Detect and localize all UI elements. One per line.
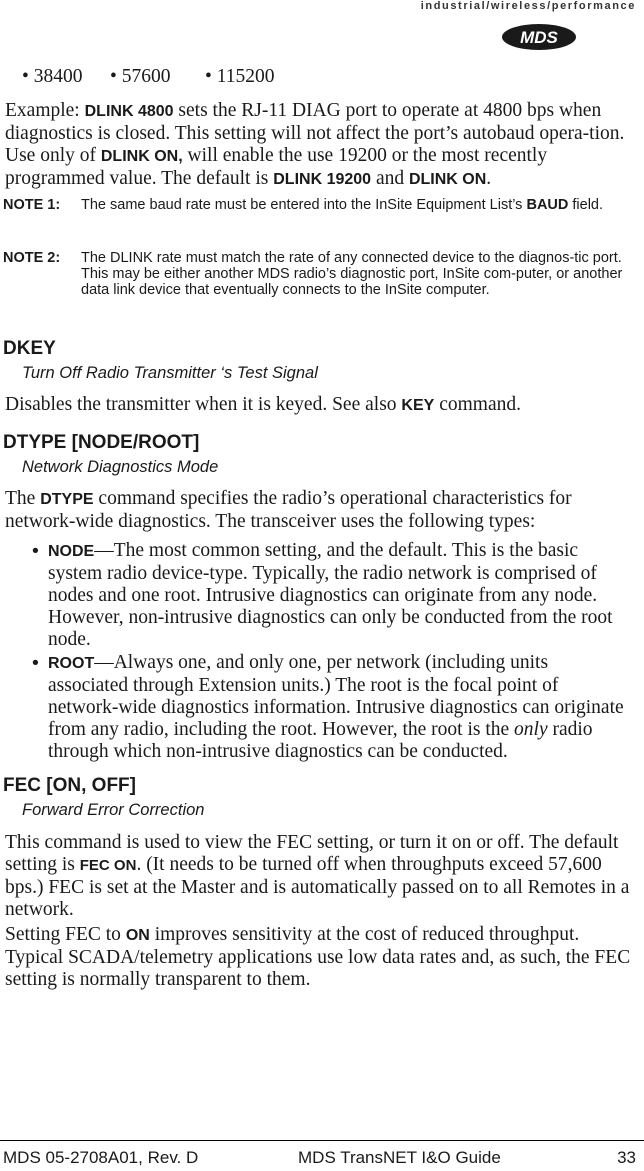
section-subheading-dkey: Turn Off Radio Transmitter ‘s Test Signal: [22, 364, 318, 382]
baud-rate-item: • 115200: [205, 66, 275, 87]
note-text: field.: [568, 197, 604, 213]
list-item-text: radio through which non-intrusive diagnostics can be conducted.: [48, 719, 593, 762]
mds-logo: [500, 22, 578, 52]
command-key: KEY: [401, 397, 435, 414]
command-on: ON: [125, 927, 150, 944]
command-dlink-on: DLINK ON,: [100, 148, 183, 165]
command-dtype: DTYPE: [40, 491, 94, 508]
paragraph-text: improves sensitivity at the cost of reduced throughput. Typical SCADA/telemetry applications use low data rates and, as such, the FEC setting is normally transparent to them.: [5, 924, 631, 990]
footer-divider: [0, 1140, 644, 1141]
paragraph-text: This command is used to view the FEC setting, or turn it on or off. The default setting is: [5, 832, 619, 875]
section-subheading-dtype: Network Diagnostics Mode: [22, 458, 219, 476]
baud-rate-list: [22, 66, 274, 88]
list-item-root: [32, 652, 632, 763]
bullet-icon: •: [32, 540, 39, 562]
paragraph-text: command.: [434, 394, 521, 415]
baud-rate-item: • 57600: [110, 66, 171, 87]
logo-text: MDS: [520, 28, 558, 47]
note-text: The same baud rate must be entered into the InSite Equipment List’s: [81, 197, 527, 213]
page-number: 33: [617, 1148, 636, 1167]
list-item-text: —The most common setting, and the default. This is the basic system radio device-type. Typically, the radio network is comprised of nodes and one root. Intrusive diagnostics can originate from any node. However, non-intrusive diagnostics can only be conducted from the root node.: [48, 540, 613, 650]
document-number: MDS 05-2708A01, Rev. D: [3, 1148, 199, 1167]
paragraph-text: . (It needs to be turned off when throughputs exceed 57,600 bps.) FEC is set at the Master and is automatically passed on to all Remotes in a network.: [5, 854, 630, 920]
fec-paragraph-2: [5, 924, 635, 991]
section-heading-fec: FEC [ON, OFF]: [3, 775, 136, 796]
list-item-text: —Always one, and only one, per network (including units associated through Extension units.) The root is the focal point of network-wide diagnostics information. Intrusive diagnostics can originate from any radio, including the root. However, the root is the: [48, 652, 624, 740]
term-root: ROOT: [48, 655, 95, 672]
note-label: NOTE 1:: [3, 197, 61, 213]
baud-rate-item: • 38400: [22, 66, 83, 87]
paragraph-text: command specifies the radio’s operational characteristics for network-wide diagnostics. The transceiver uses the following types:: [5, 488, 572, 532]
command-dlink-on: DLINK ON: [408, 171, 487, 188]
note-1: [3, 197, 635, 213]
list-item-node: [32, 540, 632, 651]
example-text: sets the RJ-11 DIAG port to operate at 4800 bps when diagnostics is closed. This setting will not affect the port’s autobaud opera-tion. Use only of: [5, 100, 625, 166]
example-text: Example:: [5, 100, 85, 121]
command-dlink-19200: DLINK 19200: [273, 171, 372, 188]
paragraph-text: Setting FEC to: [5, 924, 126, 945]
note-2: [3, 250, 635, 298]
paragraph-text: Disables the transmitter when it is keyed. See also: [5, 394, 402, 415]
bullet-icon: •: [32, 652, 39, 674]
command-fec-on: FEC ON: [79, 857, 137, 874]
example-paragraph: [5, 100, 635, 191]
note-text: The DLINK rate must match the rate of any connected device to the diagnos-tic port. This may be either another MDS radio’s diagnostic port, InSite com-puter, or another data link device that eventually connects to the InSite computer.: [81, 250, 623, 298]
dkey-paragraph: [5, 394, 635, 417]
example-text: and: [371, 168, 409, 189]
command-dlink-4800: DLINK 4800: [84, 103, 174, 120]
header-tagline: industrial/wireless/performance: [420, 0, 636, 12]
term-node: NODE: [48, 543, 95, 560]
emphasis-only: only: [514, 719, 548, 740]
example-text: will enable the use 19200 or the most recently programmed value. The default is: [5, 145, 548, 189]
section-heading-dtype: DTYPE [NODE/ROOT]: [3, 432, 200, 453]
section-subheading-fec: Forward Error Correction: [22, 801, 205, 819]
document-title: MDS TransNET I&O Guide: [298, 1148, 501, 1167]
dtype-paragraph: [5, 488, 625, 533]
paragraph-text: The: [5, 488, 41, 509]
note-bold-term: BAUD: [526, 197, 569, 213]
note-label: NOTE 2:: [3, 250, 61, 266]
section-heading-dkey: DKEY: [3, 338, 56, 359]
example-text: .: [486, 168, 492, 189]
fec-paragraph-1: [5, 832, 637, 921]
